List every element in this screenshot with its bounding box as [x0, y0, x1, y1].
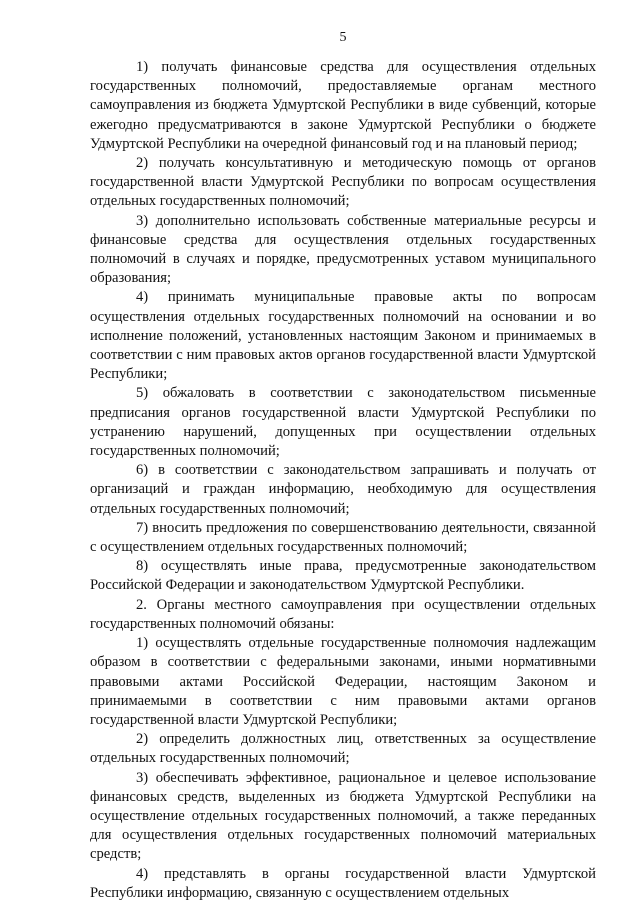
duty-1: 1) осуществлять отдельные государственные полномочия надлежащим образом в соответствии с федеральными законами, иными нормативными правовыми актами Российской Федерации, настоящим Законом и принимаемыми в соответствии с ним правовыми актами органов государственной власти Удмуртской Республики;: [90, 635, 596, 728]
paragraph-2: 2) получать консультативную и методическую помощь от органов государственной власти Удмуртской Республики по вопросам осуществления отдельных государственных полномочий;: [90, 155, 596, 210]
paragraph-4: 4) принимать муниципальные правовые акты по вопросам осуществления отдельных государственных полномочий на основании и во исполнение положений, установленных настоящим Законом и принимаемых в соответствии с ним правовых актов органов государственной власти Удмуртской Республики;: [90, 289, 596, 383]
paragraph-3: 3) дополнительно использовать собственные материальные ресурсы и финансовые средства для осуществления отдельных государственных полномочий в случаях и порядке, предусмотренных уставом муниципального образования;: [90, 212, 596, 287]
page-number: 5: [339, 30, 347, 45]
duty-4: 4) представлять в органы государственной власти Удмуртской Республики информацию, связанную с осуществлением отдельных: [90, 865, 596, 901]
section-2-intro: 2. Органы местного самоуправления при осуществлении отдельных государственных полномочий обязаны:: [90, 596, 596, 632]
paragraph-8: 8) осуществлять иные права, предусмотренные законодательством Российской Федерации и законодательством Удмуртской Республики.: [90, 558, 596, 594]
paragraph-5: 5) обжаловать в соответствии с законодательством письменные предписания органов государственной власти Удмуртской Республики по устранению нарушений, допущенных при осуществлении отдельных государственных полномочий;: [90, 385, 596, 460]
duty-2: 2) определить должностных лиц, ответственных за осуществление отдельных государственных полномочий;: [90, 731, 596, 767]
duty-3: 3) обеспечивать эффективное, рациональное и целевое использование финансовых средств, выделенных из бюджета Удмуртской Республики на осуществление отдельных государственных полномочий, а также переданных для осуществления отдельных государственных полномочий материальных средств;: [90, 769, 596, 863]
paragraph-7: 7) вносить предложения по совершенствованию деятельности, связанной с осуществлением отдельных государственных полномочий;: [90, 519, 596, 556]
paragraph-6: 6) в соответствии с законодательством запрашивать и получать от организаций и граждан информацию, необходимую для осуществления отдельных государственных полномочий;: [90, 462, 596, 517]
paragraph-1: 1) получать финансовые средства для осуществления отдельных государственных полномочий, предоставляемые органам местного самоуправления из бюджета Удмуртской Республики в виде субвенций, которые ежегодно предусматриваются в законе Удмуртской Республики о бюджете Удмуртской Республики на очередной финансовый год и на плановый период;: [90, 59, 596, 152]
